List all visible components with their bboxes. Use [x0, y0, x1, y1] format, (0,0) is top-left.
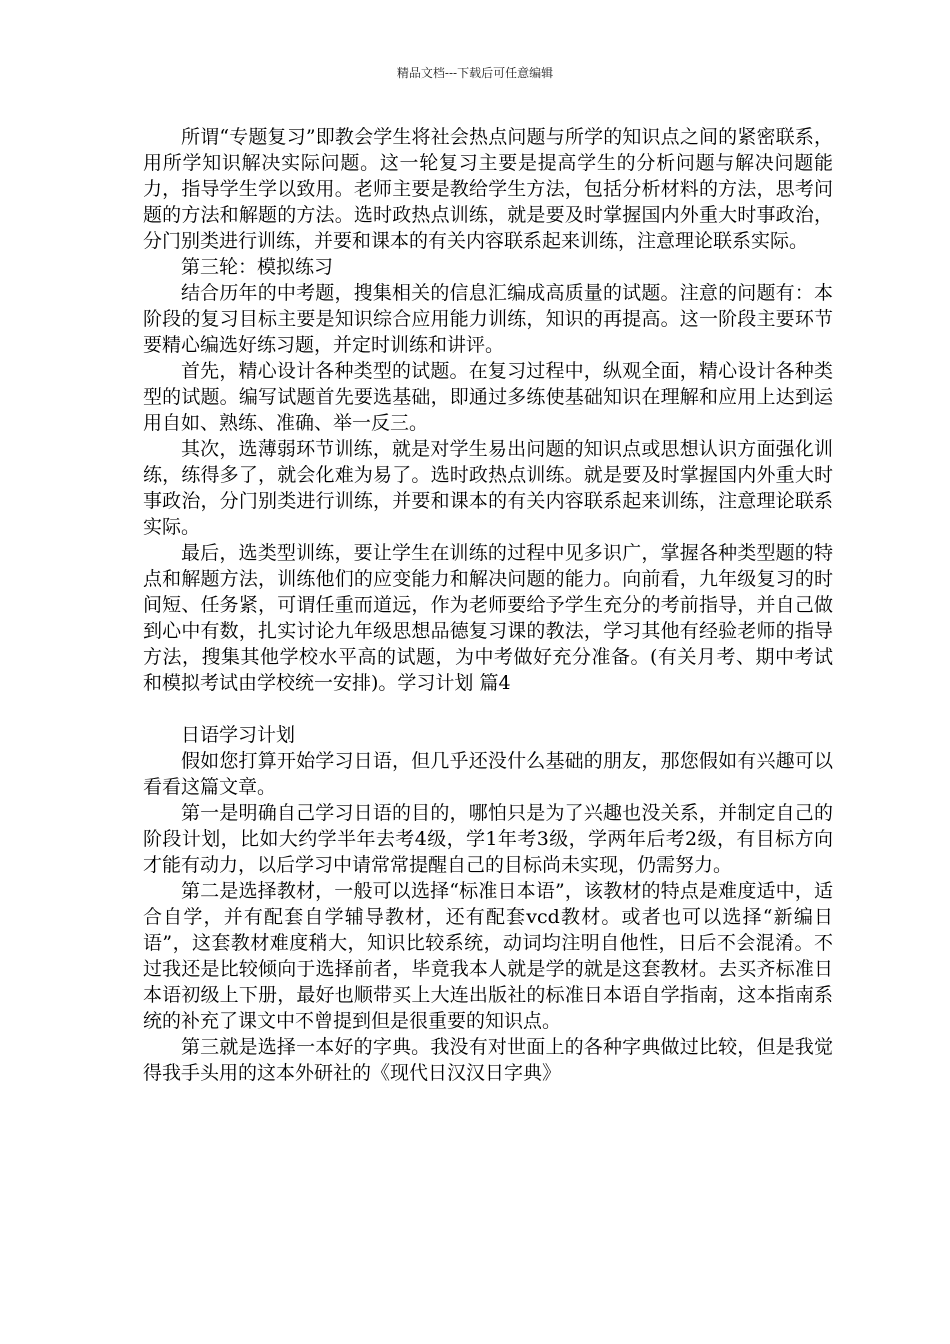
paragraph-finally: 最后，选类型训练，要让学生在训练的过程中见多识广，掌握各种类型题的特点和解题方法，训练他们的应变能力和解决问题的能力。向前看，九年级复习的时间短、任务紧，可谓任重而道远，作为老师要给予学生充分的考前指导，并自己做到心中有数，扎实讨论九年级思想品德复习课的教法，学习其他有经验老师的指导方法，搜集其他学校水平高的试题，为中考做好充分准备。(有关月考、期中考试和模拟考试由学校统一安排)。学习计划 篇4: [143, 542, 833, 694]
heading-japanese-plan: 日语学习计划: [181, 724, 296, 746]
page-header: 精品文档---下载后可任意编辑: [396, 66, 554, 80]
paragraph-textbook: 第二是选择教材，一般可以选择“标准日本语”，该教材的特点是难度适中，适合自学，并有配套自学辅导教材，还有配套vcd教材。或者也可以选择“新编日语”，这套教材难度稍大，知识比较系统，动词均注明自他性，日后不会混淆。不过我还是比较倾向于选择前者，毕竟我本人就是学的就是这套教材。去买齐标准日本语初级上下册，最好也顺带买上大连出版社的标准日本语自学指南，这本指南系统的补充了课文中不曾提到但是很重要的知识点。: [143, 880, 833, 1032]
paragraph-first: 首先，精心设计各种类型的试题。在复习过程中，纵观全面，精心设计各种类型的试题。编写试题首先要选基础，即通过多练使基础知识在理解和应用上达到运用自如、熟练、准确、举一反三。: [143, 360, 833, 434]
document-body: [143, 124, 833, 1086]
paragraph-goal: 第一是明确自己学习日语的目的，哪怕只是为了兴趣也没关系，并制定自己的阶段计划，比如大约学半年去考4级，学1年考3级，学两年后考2级，有目标方向才能有动力，以后学习中请常常提醒自己的目标尚未实现，仍需努力。: [143, 802, 833, 876]
paragraph-second: 其次，选薄弱环节训练，就是对学生易出问题的知识点或思想认识方面强化训练，练得多了，就会化难为易了。选时政热点训练。就是要及时掌握国内外重大时事政治，分门别类进行训练，并要和课本的有关内容联系起来训练，注意理论联系实际。: [143, 438, 833, 538]
heading-round-three: 第三轮：模拟练习: [181, 256, 334, 278]
paragraph-mock-practice: 结合历年的中考题，搜集相关的信息汇编成高质量的试题。注意的问题有：本阶段的复习目标主要是知识综合应用能力训练，知识的再提高。这一阶段主要环节要精心编选好练习题，并定时训练和讲评。: [143, 282, 833, 356]
paragraph-dictionary: 第三就是选择一本好的字典。我没有对世面上的各种字典做过比较，但是我觉得我手头用的这本外研社的《现代日汉汉日字典》: [143, 1036, 833, 1084]
paragraph-special-review: 所谓“专题复习”即教会学生将社会热点问题与所学的知识点之间的紧密联系，用所学知识解决实际问题。这一轮复习主要是提高学生的分析问题与解决问题能力，指导学生学以致用。老师主要是教给学生方法，包括分析材料的方法，思考问题的方法和解题的方法。选时政热点训练，就是要及时掌握国内外重大时事政治，分门别类进行训练，并要和课本的有关内容联系起来训练，注意理论联系实际。: [143, 126, 833, 252]
paragraph-intro: 假如您打算开始学习日语，但几乎还没什么基础的朋友，那您假如有兴趣可以看看这篇文章。: [143, 750, 833, 798]
